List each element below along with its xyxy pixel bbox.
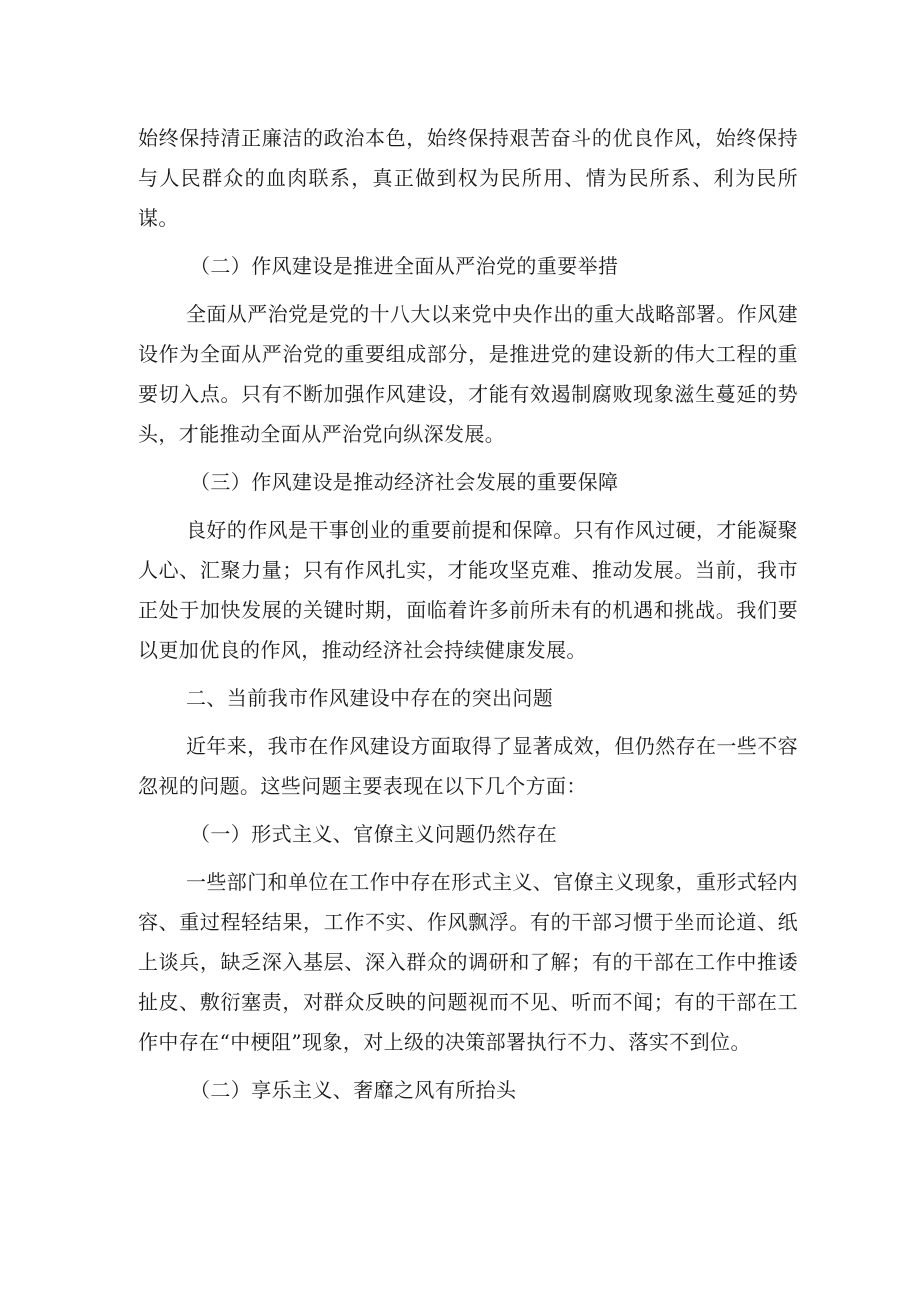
paragraph: 一些部门和单位在工作中存在形式主义、官僚主义现象，重形式轻内容、重过程轻结果，工作不实、作风飘浮。有的干部习惯于坐而论道、纸上谈兵，缺乏深入基层、深入群众的调研和了解；有的干部在工作中推诿扯皮、敷衍塞责，对群众反映的问题视而不见、听而不闻；有的干部在工作中存在“中梗阻”现象，对上级的决策部署执行不力、落实不到位。 bbox=[138, 870, 798, 1054]
section-heading-2: 二、当前我市作风建设中存在的突出问题 bbox=[186, 686, 554, 710]
paragraph: 全面从严治党是党的十八大以来党中央作出的重大战略部署。作风建设作为全面从严治党的重要组成部分，是推进党的建设新的伟大工程的重要切入点。只有不断加强作风建设，才能有效遏制腐败现象滋生蔓延的势头，才能推动全面从严治党向纵深发展。 bbox=[138, 302, 798, 446]
paragraph: 近年来，我市在作风建设方面取得了显著成效，但仍然存在一些不容忽视的问题。这些问题主要表现在以下几个方面： bbox=[138, 734, 798, 798]
subheading-3: （三）作风建设是推动经济社会发展的重要保障 bbox=[190, 470, 619, 494]
subheading-1: （一）形式主义、官僚主义问题仍然存在 bbox=[190, 822, 558, 846]
subheading-2b: （二）享乐主义、奢靡之风有所抬头 bbox=[190, 1078, 517, 1102]
paragraph: 良好的作风是干事创业的重要前提和保障。只有作风过硬，才能凝聚人心、汇聚力量；只有作风扎实，才能攻坚克难、推动发展。当前，我市正处于加快发展的关键时期，面临着许多前所未有的机遇和挑战。我们要以更加优良的作风，推动经济社会持续健康发展。 bbox=[138, 518, 798, 662]
document-body bbox=[138, 118, 798, 1118]
subheading-2: （二）作风建设是推进全面从严治党的重要举措 bbox=[190, 254, 619, 278]
paragraph-continued: 始终保持清正廉洁的政治本色，始终保持艰苦奋斗的优良作风，始终保持与人民群众的血肉联系，真正做到权为民所用、情为民所系、利为民所谋。 bbox=[138, 126, 798, 230]
